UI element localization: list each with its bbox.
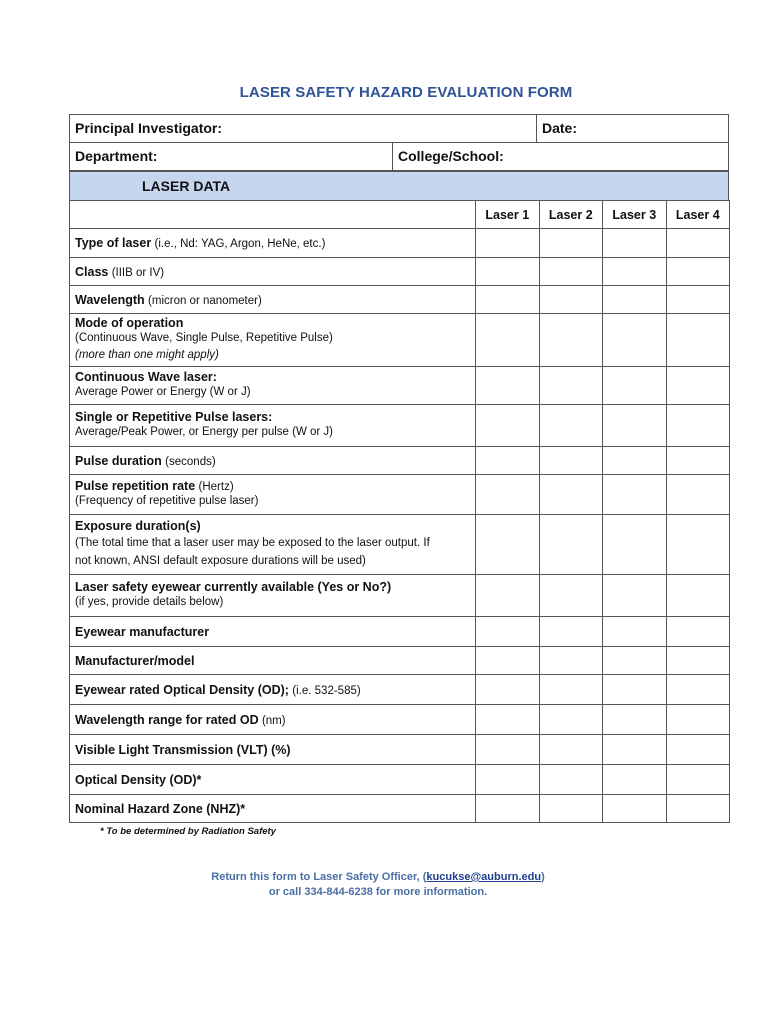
header-row-2 xyxy=(69,142,729,171)
table-row xyxy=(70,705,730,735)
email-link[interactable]: kucukse@auburn.edu xyxy=(426,871,542,883)
repetition-rate-sub: (Frequency of repetitive pulse laser) xyxy=(75,495,259,507)
cw-laser-1-cell[interactable] xyxy=(476,367,540,405)
rated-od-laser-2-cell[interactable] xyxy=(539,675,603,705)
table-row xyxy=(70,675,730,705)
laser-2-header: Laser 2 xyxy=(539,201,603,229)
return-line-2: or call 334-844-6238 for more information. xyxy=(268,886,488,898)
column-header-row xyxy=(70,201,730,229)
class-label: Class xyxy=(75,264,109,279)
manufacturer-laser-3-cell[interactable] xyxy=(603,617,667,647)
exposure-laser-1-cell[interactable] xyxy=(476,515,540,575)
eyewear-available-sub: (if yes, provide details below) xyxy=(75,596,224,608)
duration-laser-1-cell[interactable] xyxy=(476,447,540,475)
date-label: Date: xyxy=(542,120,578,136)
laser-data-section-title: LASER DATA xyxy=(69,171,729,201)
duration-laser-3-cell[interactable] xyxy=(603,447,667,475)
od-laser-1-cell[interactable] xyxy=(476,765,540,795)
table-row xyxy=(70,575,730,617)
type-laser-2-cell[interactable] xyxy=(539,229,603,258)
rated-od-laser-4-cell[interactable] xyxy=(666,675,730,705)
vlt-laser-2-cell[interactable] xyxy=(539,735,603,765)
mode-laser-2-cell[interactable] xyxy=(539,314,603,367)
laser-data-table xyxy=(69,200,730,823)
mode-laser-1-cell[interactable] xyxy=(476,314,540,367)
rep-rate-laser-4-cell[interactable] xyxy=(666,475,730,515)
pulse-laser-4-cell[interactable] xyxy=(666,405,730,447)
wl-range-laser-2-cell[interactable] xyxy=(539,705,603,735)
principal-investigator-field[interactable] xyxy=(70,115,537,142)
od-laser-4-cell[interactable] xyxy=(666,765,730,795)
vlt-laser-1-cell[interactable] xyxy=(476,735,540,765)
wavelength-note: (micron or nanometer) xyxy=(148,294,262,307)
eyewear-laser-3-cell[interactable] xyxy=(603,575,667,617)
mode-laser-3-cell[interactable] xyxy=(603,314,667,367)
return-prefix: Return this form to Laser Safety Officer, ( xyxy=(211,871,427,883)
type-laser-1-cell[interactable] xyxy=(476,229,540,258)
mode-of-operation-sub-2: (more than one might apply) xyxy=(75,349,219,361)
repetition-rate-label: Pulse repetition rate xyxy=(75,479,196,493)
rated-od-laser-3-cell[interactable] xyxy=(603,675,667,705)
header-row-1 xyxy=(69,114,729,143)
duration-laser-4-cell[interactable] xyxy=(666,447,730,475)
laser-3-header: Laser 3 xyxy=(603,201,667,229)
wl-range-laser-1-cell[interactable] xyxy=(476,705,540,735)
pulse-duration-note: (seconds) xyxy=(165,455,216,468)
nhz-laser-4-cell[interactable] xyxy=(666,795,730,823)
department-field[interactable] xyxy=(70,143,393,170)
table-row xyxy=(70,515,730,575)
type-laser-3-cell[interactable] xyxy=(603,229,667,258)
model-laser-2-cell[interactable] xyxy=(539,647,603,675)
nhz-laser-3-cell[interactable] xyxy=(603,795,667,823)
vlt-laser-4-cell[interactable] xyxy=(666,735,730,765)
table-row xyxy=(70,405,730,447)
college-school-field[interactable] xyxy=(393,143,728,170)
duration-laser-2-cell[interactable] xyxy=(539,447,603,475)
table-row xyxy=(70,647,730,675)
college-school-label: College/School: xyxy=(398,148,504,164)
class-laser-4-cell[interactable] xyxy=(666,258,730,286)
wavelength-laser-1-cell[interactable] xyxy=(476,286,540,314)
manufacturer-laser-2-cell[interactable] xyxy=(539,617,603,647)
pulse-laser-3-cell[interactable] xyxy=(603,405,667,447)
mode-of-operation-label: Mode of operation xyxy=(75,316,184,330)
eyewear-laser-1-cell[interactable] xyxy=(476,575,540,617)
od-laser-3-cell[interactable] xyxy=(603,765,667,795)
model-laser-4-cell[interactable] xyxy=(666,647,730,675)
eyewear-laser-2-cell[interactable] xyxy=(539,575,603,617)
type-of-laser-label: Type of laser xyxy=(75,236,152,250)
principal-investigator-label: Principal Investigator: xyxy=(75,120,223,136)
exposure-duration-sub-1: (The total time that a laser user may be exposed to the laser output. If xyxy=(75,537,430,549)
table-row xyxy=(70,795,730,823)
pulse-laser-1-cell[interactable] xyxy=(476,405,540,447)
laser-4-header: Laser 4 xyxy=(666,201,730,229)
rep-rate-laser-1-cell[interactable] xyxy=(476,475,540,515)
pulse-duration-label: Pulse duration xyxy=(75,453,162,468)
table-row xyxy=(70,229,730,258)
nhz-laser-1-cell[interactable] xyxy=(476,795,540,823)
repetition-rate-note: (Hertz) xyxy=(198,481,234,493)
wavelength-laser-3-cell[interactable] xyxy=(603,286,667,314)
wavelength-laser-4-cell[interactable] xyxy=(666,286,730,314)
continuous-wave-sub: Average Power or Energy (W or J) xyxy=(75,386,251,398)
rep-rate-laser-3-cell[interactable] xyxy=(603,475,667,515)
eyewear-available-label: Laser safety eyewear currently available (Yes or No?) xyxy=(75,580,392,594)
class-laser-1-cell[interactable] xyxy=(476,258,540,286)
od-laser-2-cell[interactable] xyxy=(539,765,603,795)
table-row xyxy=(70,735,730,765)
page-title: LASER SAFETY HAZARD EVALUATION FORM xyxy=(239,84,573,101)
cw-laser-2-cell[interactable] xyxy=(539,367,603,405)
blank-header-cell xyxy=(70,201,476,229)
nhz-label: Nominal Hazard Zone (NHZ)* xyxy=(75,801,246,816)
manufacturer-laser-4-cell[interactable] xyxy=(666,617,730,647)
exposure-laser-4-cell[interactable] xyxy=(666,515,730,575)
cw-laser-3-cell[interactable] xyxy=(603,367,667,405)
eyewear-laser-4-cell[interactable] xyxy=(666,575,730,617)
pulse-lasers-sub: Average/Peak Power, or Energy per pulse (W or J) xyxy=(75,426,334,438)
rated-od-laser-1-cell[interactable] xyxy=(476,675,540,705)
manufacturer-model-label: Manufacturer/model xyxy=(75,653,195,668)
wavelength-range-note: (nm) xyxy=(261,714,286,727)
model-laser-3-cell[interactable] xyxy=(603,647,667,675)
exposure-duration-sub-2: not known, ANSI default exposure durations will be used) xyxy=(75,555,366,567)
table-row xyxy=(70,286,730,314)
table-row xyxy=(70,258,730,286)
footnote: * To be determined by Radiation Safety xyxy=(100,826,276,837)
department-label: Department: xyxy=(75,148,158,164)
vlt-laser-3-cell[interactable] xyxy=(603,735,667,765)
type-laser-4-cell[interactable] xyxy=(666,229,730,258)
type-of-laser-note: (i.e., Nd: YAG, Argon, HeNe, etc.) xyxy=(154,238,326,250)
laser-1-header: Laser 1 xyxy=(476,201,540,229)
class-note: (IIIB or IV) xyxy=(111,266,165,279)
mode-laser-4-cell[interactable] xyxy=(666,314,730,367)
table-row xyxy=(70,765,730,795)
cw-laser-4-cell[interactable] xyxy=(666,367,730,405)
return-line-1 xyxy=(0,870,756,885)
nhz-laser-2-cell[interactable] xyxy=(539,795,603,823)
wavelength-laser-2-cell[interactable] xyxy=(539,286,603,314)
pulse-laser-2-cell[interactable] xyxy=(539,405,603,447)
vlt-label: Visible Light Transmission (VLT) (%) xyxy=(75,742,291,757)
eyewear-manufacturer-label: Eyewear manufacturer xyxy=(75,624,210,639)
model-laser-1-cell[interactable] xyxy=(476,647,540,675)
table-row xyxy=(70,617,730,647)
return-suffix: ) xyxy=(541,871,545,883)
rep-rate-laser-2-cell[interactable] xyxy=(539,475,603,515)
wl-range-laser-3-cell[interactable] xyxy=(603,705,667,735)
wl-range-laser-4-cell[interactable] xyxy=(666,705,730,735)
mode-of-operation-sub-1: (Continuous Wave, Single Pulse, Repetitive Pulse) xyxy=(75,332,333,344)
table-row xyxy=(70,367,730,405)
return-instructions xyxy=(0,870,756,900)
rated-od-label: Eyewear rated Optical Density (OD); xyxy=(75,682,289,697)
wavelength-range-label: Wavelength range for rated OD xyxy=(75,712,259,727)
date-field[interactable] xyxy=(537,115,728,142)
wavelength-label: Wavelength xyxy=(75,292,145,307)
manufacturer-laser-1-cell[interactable] xyxy=(476,617,540,647)
continuous-wave-label: Continuous Wave laser: xyxy=(75,370,217,384)
table-row xyxy=(70,475,730,515)
pulse-lasers-label: Single or Repetitive Pulse lasers: xyxy=(75,410,273,424)
exposure-duration-label: Exposure duration(s) xyxy=(75,519,201,533)
table-row xyxy=(70,314,730,367)
table-row xyxy=(70,447,730,475)
class-laser-3-cell[interactable] xyxy=(603,258,667,286)
rated-od-note: (i.e. 532-585) xyxy=(292,684,361,697)
optical-density-label: Optical Density (OD)* xyxy=(75,772,202,787)
class-laser-2-cell[interactable] xyxy=(539,258,603,286)
exposure-laser-3-cell[interactable] xyxy=(603,515,667,575)
exposure-laser-2-cell[interactable] xyxy=(539,515,603,575)
